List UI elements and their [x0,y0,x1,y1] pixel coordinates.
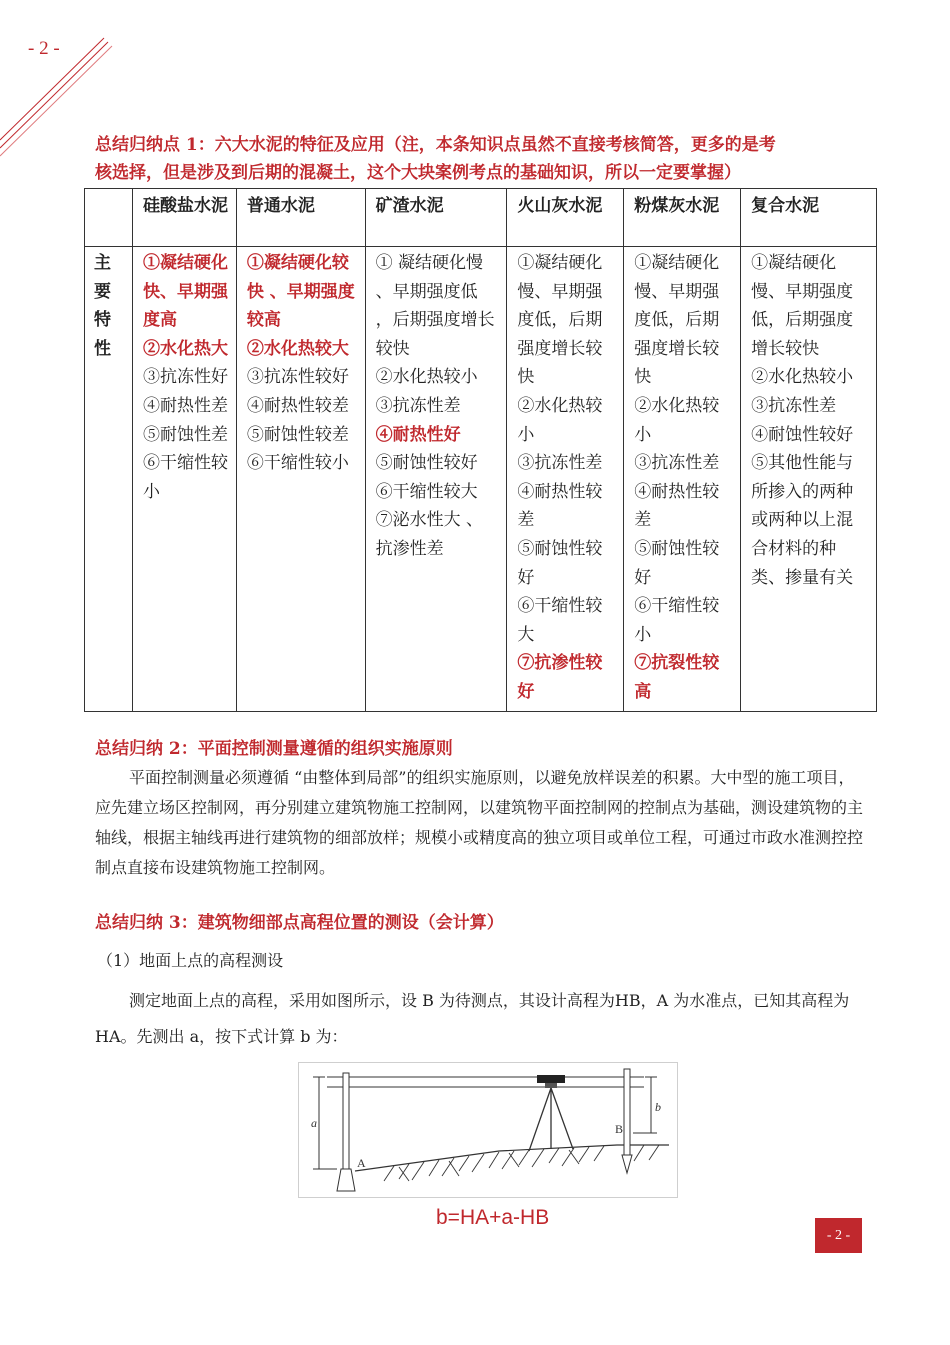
header-cell-composite: 复合水泥 [741,189,877,247]
page-number-bottom: - 2 - [815,1218,862,1253]
property-item: ②水化热较大 [246,338,349,359]
label-A: A [357,1156,366,1170]
property-item: ⑦泌水性大 、抗渗性差 [375,510,484,559]
property-item: ⑤耐蚀性差 [142,424,228,445]
formula: b=HA+a-HB [436,1206,550,1229]
property-item: ⑤耐蚀性较好 [517,538,603,588]
property-item: ① 凝结硬化慢 、早期强度低 ，后期强度增长较快 [375,253,495,359]
property-item: ②水化热较小 [517,395,603,445]
property-item: ④耐热性较差 [246,395,349,416]
section2-body: 平面控制测量必须遵循 “由整体到局部”的组织实施原则，以避免放样误差的积累。大中型的施工项目，应先建立场区控制网，再分别建立建筑物施工控制网，以建筑物平面控制网的控制点为基础，测设建筑物的主轴线，根据主轴线再进行建筑物的细部放样；规模小或精度高的独立项目或单位工程，可通过市政水准测控控制点直接布设建筑物施工控制网。 [95,768,864,877]
property-item: ②水化热较小 [375,367,478,388]
section3-heading: 总结归纳 3：建筑物细部点高程位置的测设（会计算） [95,913,504,933]
section3-body: 测定地面上点的高程，采用如图所示，设 B 为待测点，其设计高程为HB，A 为水准点，已知其高程为HA。先测出 a，按下式计算 b 为： [95,991,850,1046]
cell-ordinary [236,247,365,712]
cell-pozzolan [507,247,624,712]
row-header-main-properties: 主要特性 [85,247,133,712]
property-item: ①凝结硬化慢、早期强度低，后期强度增长较快 [517,253,603,388]
property-item: ⑥干缩性较大 [375,481,478,502]
property-item: ④耐热性差 [142,395,228,416]
property-item: ⑤耐蚀性较差 [246,424,349,445]
section1-heading-line2: 核选择，但是涉及到后期的混凝土，这个大块案例考点的基础知识，所以一定要掌握） [95,163,741,183]
header-cell-ordinary: 普通水泥 [236,189,365,247]
header-cell-slag: 矿渣水泥 [365,189,507,247]
property-item: ⑥干缩性较小 [246,453,349,474]
property-item: ②水化热大 [142,338,228,359]
property-item: ③抗冻性差 [517,453,603,474]
property-item: ④耐热性较差 [517,481,603,531]
cement-table [84,188,877,712]
property-item: ③抗冻性差 [634,453,720,474]
leveling-diagram [298,1062,678,1198]
property-item: ⑦抗裂性较高 [634,653,720,702]
label-a: a [311,1116,317,1130]
property-item: ③抗冻性较好 [246,367,349,388]
property-item: ⑥干缩性较小 [634,596,720,645]
property-item: ⑥干缩性较大 [517,596,603,645]
property-item: ④耐热性好 [375,424,461,445]
property-item: ①凝结硬化较快 、早期强度较高 [246,253,355,331]
label-b: b [655,1100,661,1114]
cell-slag [365,247,507,712]
property-item: ①凝结硬化慢、早期强度低，后期强度增长较快 [634,253,720,388]
property-item: ②水化热较小 [634,395,720,445]
property-item: ②水化热较小 [751,367,854,388]
cell-composite [741,247,877,712]
property-item: ①凝结硬化慢、早期强度低，后期强度增长较快 [751,253,854,359]
property-item: ③抗冻性差 [375,395,461,416]
property-item: ⑥干缩性较小 [142,453,228,502]
section1-heading-line1: 总结归纳点 1：六大水泥的特征及应用（注，本条知识点虽然不直接考核简答，更多的是考 [95,135,776,155]
header-cell-flyash: 粉煤灰水泥 [624,189,741,247]
property-item: ③抗冻性差 [751,395,837,416]
section3-sub-item: （1）地面上点的高程测设 [97,951,284,970]
cell-flyash [624,247,741,712]
cell-portland [132,247,236,712]
property-item: ④耐热性较差 [634,481,720,531]
header-cell-portland: 硅酸盐水泥 [132,189,236,247]
page-number-top: - 2 - [28,38,60,59]
property-item: ⑤耐蚀性较好 [375,453,478,474]
property-item: ⑦抗渗性较好 [517,653,603,702]
property-item: ⑤耐蚀性较好 [634,538,720,588]
property-item: ④耐蚀性较好 [751,424,854,445]
property-item: ⑤其他性能与所掺入的两种或两种以上混合材料的种类、掺量有关 [751,453,854,588]
header-cell-pozzolan: 火山灰水泥 [507,189,624,247]
header-cell-empty [85,189,133,247]
section2-heading: 总结归纳 2：平面控制测量遵循的组织实施原则 [95,739,453,759]
label-B: B [615,1122,624,1136]
property-item: ③抗冻性好 [142,367,228,388]
property-item: ①凝结硬化快、早期强度高 [142,253,228,331]
